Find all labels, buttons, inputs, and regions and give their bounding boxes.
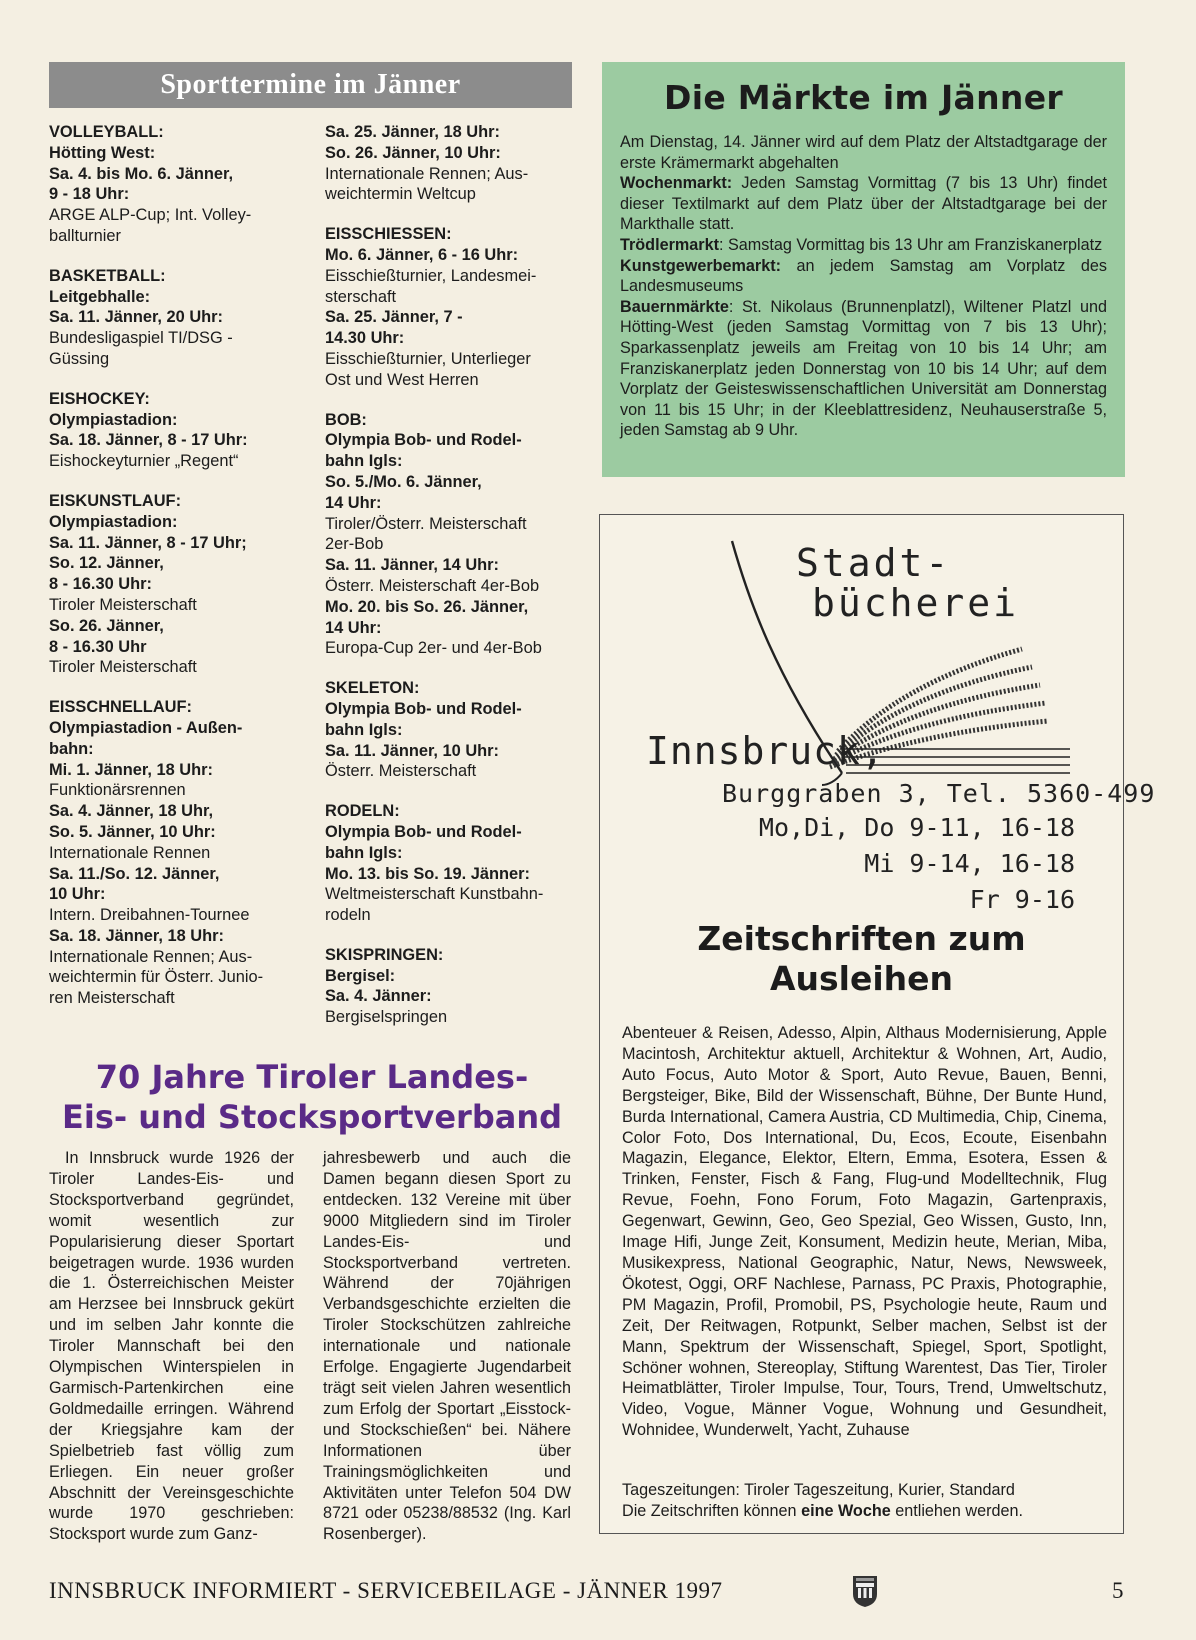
sport-block xyxy=(49,697,309,1009)
sport-heading-line: EISSCHNELLAUF: xyxy=(49,698,192,717)
sport-heading-line: SKELETON: xyxy=(325,679,420,698)
sport-text-line: ren Meisterschaft xyxy=(49,989,175,1008)
sport-heading-line: So. 26. Jänner, xyxy=(49,616,164,635)
leihfrist-bold: eine Woche xyxy=(801,1501,891,1520)
zeitschriften-title-line-1: Zeitschriften zum xyxy=(697,919,1026,958)
hours-line-1: Mo,Di, Do 9-11, 16-18 xyxy=(758,813,1075,842)
sport-heading-line: Olympia Bob- und Rodel- xyxy=(325,822,522,841)
sport-heading-line: EISKUNSTLAUF: xyxy=(49,491,182,510)
maerkte-text xyxy=(620,132,1107,441)
article-title xyxy=(52,1057,572,1137)
article-title-line-2: Eis- und Stocksportverband xyxy=(61,1098,563,1136)
sport-text-line: Bergiselspringen xyxy=(325,1008,448,1027)
sport-heading-line: bahn Igls: xyxy=(325,843,403,862)
sport-block xyxy=(49,491,309,678)
sport-heading-line: 8 - 16.30 Uhr: xyxy=(49,575,152,594)
sport-heading-line: Olympiastadion: xyxy=(49,410,178,429)
sport-heading-line: Olympia Bob- und Rodel- xyxy=(325,431,522,450)
sport-text-line: Ost und West Herren xyxy=(325,370,479,389)
sport-heading-line: RODELN: xyxy=(325,802,400,821)
sport-block xyxy=(325,122,575,205)
sport-heading-line: Sa. 11. Jänner, 10 Uhr: xyxy=(325,741,500,760)
sport-text-line: Internationale Rennen; Aus- xyxy=(49,947,253,966)
hours-line-2: Mi 9-14, 16-18 xyxy=(864,849,1075,878)
page-number: 5 xyxy=(1112,1578,1124,1603)
sport-block xyxy=(325,410,575,660)
tageszeitungen-note xyxy=(622,1480,1107,1522)
sport-text-line: 2er-Bob xyxy=(325,535,384,554)
zeitschriften-list: Abenteuer & Reisen, Adesso, Alpin, Althaus Modernisierung, Apple Macintosh, Architektur aktuell, Architektur & Wohnen, Art, Audio, Auto Focus, Auto Motor & Sport, Auto Revue, Bauen, Benni, Bergsteiger, Bike, Bild der Wissenschaft, Bühne, Der Bunte Hund, Burda International, Camera Austria, CD Multimedia, Chip, Cinema, Color Foto, Dos International, Du, Ecos, Ecoute, Eisenbahn Magazin, Elegance, Elektor, Eltern, Emma, Esotera, Essen & Trinken, Fenster, Fisch & Fang, Flug-und Modelltechnik, Flug Revue, Foehn, Fono Forum, Foto Magazin, Gartenpraxis, Gegenwart, Gewinn, Geo, Geo Spezial, Geo Wissen, Gusto, Inn, Image Hifi, Junge Zeit, Konsument, Medizin heute, Merian, Miba, Musikexpress, National Geographic, Natur, News, Newsweek, Ökotest, Oggi, ORF Nachlese, Parnass, PC Praxis, Photographie, PM Magazin, Profil, Promobil, PS, Psychologie heute, Raum und Zeit, Der Reitwagen, Rotpunkt, Selber machen, Selbst ist der Mann, Spektrum der Wissenschaft, Spiegel, Sport, Spotlight, Schöner wohnen, Stereoplay, Stiftung Warentest, Das Tier, Tiroler Heimatblätter, Tiroler Impulse, Tour, Tours, Trend, Umweltschutz, Video, Vogue, Männer Vogue, Wohnung und Gesundheit, Wohnidee, Wunderwelt, Yacht, Zuhause xyxy=(622,1024,1107,1440)
sport-heading-line: So. 5. Jänner, 10 Uhr: xyxy=(49,822,216,841)
sport-heading-line: bahn Igls: xyxy=(325,720,403,739)
sport-text-line: Eisschießturnier, Unterlieger xyxy=(325,349,531,368)
sport-text-line: Weltmeisterschaft Kunstbahn- xyxy=(325,885,544,904)
sport-block xyxy=(325,801,575,926)
sport-heading-line: Sa. 11. Jänner, 14 Uhr: xyxy=(325,556,500,575)
logo-innsbruck: Innsbruck, xyxy=(646,729,885,773)
sport-text-line: Internationale Rennen xyxy=(49,843,211,862)
sport-heading-line: 10 Uhr: xyxy=(49,885,106,904)
logo-buecherei: bücherei xyxy=(812,581,1020,625)
sport-text-line: Internationale Rennen; Aus- xyxy=(325,164,529,183)
sport-heading-line: Leitgebhalle: xyxy=(49,287,151,306)
sport-column-left xyxy=(49,122,309,1028)
city-crest-icon xyxy=(852,1574,878,1608)
maerkte-box xyxy=(602,62,1125,477)
sport-text-line: Eishockeyturnier „Regent“ xyxy=(49,452,239,471)
sport-heading-line: SKISPRINGEN: xyxy=(325,945,444,964)
market-text-wochenmarkt: Jeden Samstag Vormittag (7 bis 13 Uhr) findet dieser Textilmarkt auf dem Platz über der Altstadtgarage bei der Markthalle statt. xyxy=(620,174,1107,234)
sport-heading-line: Sa. 11./So. 12. Jänner, xyxy=(49,864,220,883)
sport-heading-line: Mi. 1. Jänner, 18 Uhr: xyxy=(49,760,213,779)
sport-text-line: Bundesligaspiel TI/DSG - xyxy=(49,329,233,348)
market-label-kunstgewerbemarkt: Kunstgewerbemarkt: xyxy=(620,256,782,275)
market-label-bauernmaerkte: Bauernmärkte xyxy=(620,297,729,316)
sport-text-line: Eisschießturnier, Landesmei- xyxy=(325,266,537,285)
sport-heading-line: Sa. 25. Jänner, 18 Uhr: xyxy=(325,123,500,141)
sport-text-line: weichtermin Weltcup xyxy=(325,185,476,204)
maerkte-intro: Am Dienstag, 14. Jänner wird auf dem Platz der Altstadtgarage der erste Krämermarkt abgehalten xyxy=(620,133,1107,172)
sport-text-line: Tiroler/Österr. Meisterschaft xyxy=(325,514,527,533)
sport-heading-line: EISHOCKEY: xyxy=(49,389,150,408)
sport-text-line: Europa-Cup 2er- und 4er-Bob xyxy=(325,639,542,658)
sport-text-line: sterschaft xyxy=(325,287,397,306)
leihfrist-post: entliehen werden. xyxy=(890,1501,1024,1520)
sport-heading-line: Sa. 4. Jänner, 18 Uhr, xyxy=(49,802,213,821)
sport-heading-line: bahn Igls: xyxy=(325,452,403,471)
sport-heading-line: 8 - 16.30 Uhr xyxy=(49,637,147,656)
sport-text-line: ARGE ALP-Cup; Int. Volley- xyxy=(49,206,252,225)
maerkte-title: Die Märkte im Jänner xyxy=(664,78,1063,117)
footer-text: INNSBRUCK INFORMIERT - SERVICEBEILAGE - JÄNNER 1997 xyxy=(49,1578,723,1603)
sport-text-line: Tiroler Meisterschaft xyxy=(49,658,197,677)
sport-heading-line: So. 5./Mo. 6. Jänner, xyxy=(325,472,482,491)
sport-column-right xyxy=(325,122,575,1047)
sport-heading-line: Mo. 20. bis So. 26. Jänner, xyxy=(325,597,529,616)
sport-block xyxy=(325,224,575,390)
sport-heading-line: Sa. 18. Jänner, 8 - 17 Uhr: xyxy=(49,431,248,450)
sport-heading-line: Olympiastadion: xyxy=(49,512,178,531)
market-text-troedlermarkt: : Samstag Vormittag bis 13 Uhr am Franziskanerplatz xyxy=(718,235,1103,254)
sport-text-line: Österr. Meisterschaft xyxy=(325,762,477,781)
sport-block xyxy=(49,266,309,370)
buecherei-box xyxy=(599,514,1156,1534)
sport-block xyxy=(49,122,309,247)
sport-heading-line: BASKETBALL: xyxy=(49,266,166,285)
sport-heading-line: Sa. 4. bis Mo. 6. Jänner, xyxy=(49,164,234,183)
sport-text-line: Funktionärsrennen xyxy=(49,781,186,800)
sport-heading-line: bahn: xyxy=(49,739,94,758)
sport-heading-line: 9 - 18 Uhr: xyxy=(49,185,130,204)
sport-heading-line: EISSCHIESSEN: xyxy=(325,225,452,244)
leihfrist-pre: Die Zeitschriften können xyxy=(622,1501,802,1520)
sport-heading-line: 14 Uhr: xyxy=(325,493,382,512)
sport-heading-line: So. 12. Jänner, xyxy=(49,554,164,573)
sport-heading-line: Sa. 11. Jänner, 8 - 17 Uhr; xyxy=(49,533,247,552)
market-label-troedlermarkt: Trödlermarkt xyxy=(620,235,719,254)
market-text-kunstgewerbemarkt: an jedem Samstag am Vorplatz des Landesmuseums xyxy=(620,256,1107,296)
zeitschriften-title xyxy=(600,919,1123,999)
sport-heading-line: Mo. 13. bis So. 19. Jänner: xyxy=(325,864,530,883)
logo-stadt: Stadt- xyxy=(796,541,952,585)
sport-text-line: Tiroler Meisterschaft xyxy=(49,595,197,614)
sport-heading-line: Bergisel: xyxy=(325,966,396,985)
sport-heading-line: So. 26. Jänner, 10 Uhr: xyxy=(325,143,501,162)
article-title-line-1: 70 Jahre Tiroler Landes- xyxy=(95,1058,529,1096)
sport-heading-line: 14.30 Uhr: xyxy=(325,329,405,348)
sport-heading-line: Olympia Bob- und Rodel- xyxy=(325,699,522,718)
sport-heading-line: Sa. 4. Jänner: xyxy=(325,987,432,1006)
sport-heading-line: Olympiastadion - Außen- xyxy=(49,718,243,737)
market-text-bauernmaerkte: : St. Nikolaus (Brunnenplatzl), Wiltener Platzl und Hötting-West (jeden Samstag Vormittag von 7 bis 13 Uhr); Sparkassenplatz jeweils am Freitag von 10 bis 14 Uhr; am Franziskanerplatz jeden Donnerstag von 10 bis 14 Uhr; auf dem Vorplatz der Geisteswissenschaftlichen Universität am Donnerstag von 11 bis 15 Uhr; in der Kleeblattresidenz, Neuhauserstraße 5, jeden Samstag ab 9 Uhr. xyxy=(620,297,1107,440)
sport-heading-line: Sa. 11. Jänner, 20 Uhr: xyxy=(49,308,224,327)
sport-text-line: rodeln xyxy=(325,906,371,925)
sport-text-line: Güssing xyxy=(49,349,110,368)
article-column-right: jahresbewerb und auch die Damen begann diesen Sport zu entdecken. 132 Vereine mit über 9000 Mitgliedern sind im Tiroler Landes-Eis- und Stocksportverband vertreten. Während der 70jährigen Verbandsgeschichte erzielten die Tiroler Stockschützen zahlreiche internationale und nationale Erfolge. Engagierte Jugendarbeit trägt seit vielen Jahren wesentlich zum Erfolg der Sportart „Eisstock- und Stockschießen“ bei. Nähere Informationen über Trainingsmöglichkeiten und Aktivitäten unter Telefon 504 DW 8721 oder 05238/88532 (Ing. Karl Rosenberger). xyxy=(323,1149,571,1544)
sport-heading-line: 14 Uhr: xyxy=(325,618,382,637)
sport-heading-line: Sa. 18. Jänner, 18 Uhr: xyxy=(49,926,224,945)
hours-line-3: Fr 9-16 xyxy=(969,885,1075,914)
sport-heading-line: Hötting West: xyxy=(49,143,156,162)
tageszeitungen-text: Tageszeitungen: Tiroler Tageszeitung, Kurier, Standard xyxy=(622,1481,1015,1499)
zeitschriften-title-line-2: Ausleihen xyxy=(769,959,954,998)
sport-heading-line: Sa. 25. Jänner, 7 - xyxy=(325,308,463,327)
market-label-wochenmarkt: Wochenmarkt: xyxy=(620,174,733,193)
sport-text-line: ballturnier xyxy=(49,226,121,245)
sport-text-line: Intern. Dreibahnen-Tournee xyxy=(49,906,250,925)
sport-block xyxy=(325,945,575,1028)
sport-header: Sporttermine im Jänner xyxy=(49,62,572,108)
sport-block xyxy=(49,389,309,472)
library-address: Burggraben 3, Tel. 5360-499 xyxy=(722,779,1156,808)
article-column-left: In Innsbruck wurde 1926 der Tiroler Landes-Eis- und Stocksportverband gegründet, womit wesentlich zur Popularisierung dieser Sportart beigetragen wurde. 1936 wurden die 1. Österreichischen Meister am Herzsee bei Innsbruck gekürt und im selben Jahr konnte die Tiroler Mannschaft bei den Olympischen Winterspielen in Garmisch-Partenkirchen eine Goldmedaille erringen. Während der Kriegsjahre kam der Spielbetrieb fast völlig zum Erliegen. Ein neuer großer Abschnitt der Vereinsgeschichte wurde 1970 geschrieben: Stocksport wurde zum Ganz- xyxy=(49,1149,294,1544)
sport-heading-line: Mo. 6. Jänner, 6 - 16 Uhr: xyxy=(325,245,519,264)
sport-heading-line: VOLLEYBALL: xyxy=(49,123,164,141)
sport-block xyxy=(325,678,575,782)
sport-text-line: weichtermin für Österr. Junio- xyxy=(49,968,264,987)
sport-heading-line: BOB: xyxy=(325,410,367,429)
sport-text-line: Österr. Meisterschaft 4er-Bob xyxy=(325,576,540,595)
